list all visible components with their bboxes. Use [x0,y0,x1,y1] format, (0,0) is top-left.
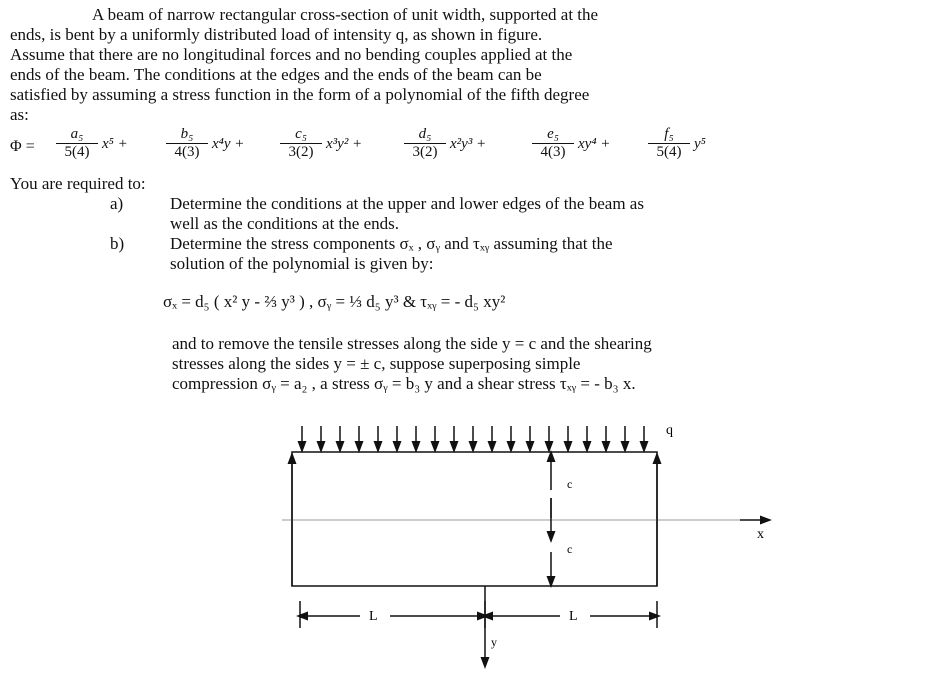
term-var: x⁴y + [212,136,245,152]
label-L-left: L [369,609,378,624]
intro-line-5: satisfied by assuming a stress function in the form of a polynomial of the fifth degree [10,85,590,104]
label-c-bottom: c [567,542,573,556]
fraction-numerator: d₅ [404,126,446,144]
label-c-top: c [567,477,573,491]
fraction-denominator: 5(4) [656,144,682,160]
item-b-line-1: Determine the stress components σₓ , σᵧ and τₓᵧ assuming that the [170,234,613,253]
superpose-line-2: stresses along the sides y = ± c, suppose superposing simple [172,354,581,373]
superpose-line-3: compression σᵧ = a₂ , a stress σᵧ = b₃ y and a shear stress τₓᵧ = - b₃ x. [172,374,636,393]
item-b-line-2: solution of the polynomial is given by: [170,254,434,273]
intro-line-2: ends, is bent by a uniformly distributed load of intensity q, as shown in figure. [10,25,543,44]
item-a-label: a) [110,194,124,213]
fraction-numerator: f₅ [648,126,690,144]
term-var: x³y² + [326,136,363,152]
fraction-numerator: a₅ [56,126,98,144]
solution-equation: σₓ = d₅ ( x² y - ⅔ y³ ) , σᵧ = ⅓ d₅ y³ & τₓᵧ = - d₅ xy² [163,292,506,311]
dimension-L [300,601,657,628]
fraction-denominator: 3(2) [288,144,314,160]
term-var: x²y³ + [450,136,487,152]
load-arrows [302,426,644,447]
beam-rectangle [292,452,657,586]
label-x: x [757,527,764,542]
fraction-denominator: 3(2) [412,144,438,160]
fraction-denominator: 5(4) [64,144,90,160]
item-a-line-1: Determine the conditions at the upper and lower edges of the beam as [170,194,644,213]
label-L-right: L [569,609,578,624]
label-y: y [491,635,497,649]
fraction-denominator: 4(3) [540,144,566,160]
fraction-denominator: 4(3) [174,144,200,160]
required-heading: You are required to: [10,174,146,193]
term-var: x⁵ + [102,136,128,152]
phi-symbol: Φ = [10,138,35,155]
fraction-numerator: b₅ [166,126,208,144]
intro-line-1: A beam of narrow rectangular cross-section of unit width, supported at the [92,5,599,24]
intro-line-4: ends of the beam. The conditions at the edges and the ends of the beam can be [10,65,542,84]
item-a-line-2: well as the conditions at the ends. [170,214,399,233]
fraction-numerator: e₅ [532,126,574,144]
superpose-line-1: and to remove the tensile stresses along the side y = c and the shearing [172,334,652,353]
fraction-numerator: c₅ [280,126,322,144]
term-var: xy⁴ + [578,136,611,152]
item-b-label: b) [110,234,125,253]
label-q: q [666,423,673,438]
intro-line-6: as: [10,105,29,124]
intro-line-3: Assume that there are no longitudinal forces and no bending couples applied at the [10,45,573,64]
term-var: y⁵ [694,136,706,152]
